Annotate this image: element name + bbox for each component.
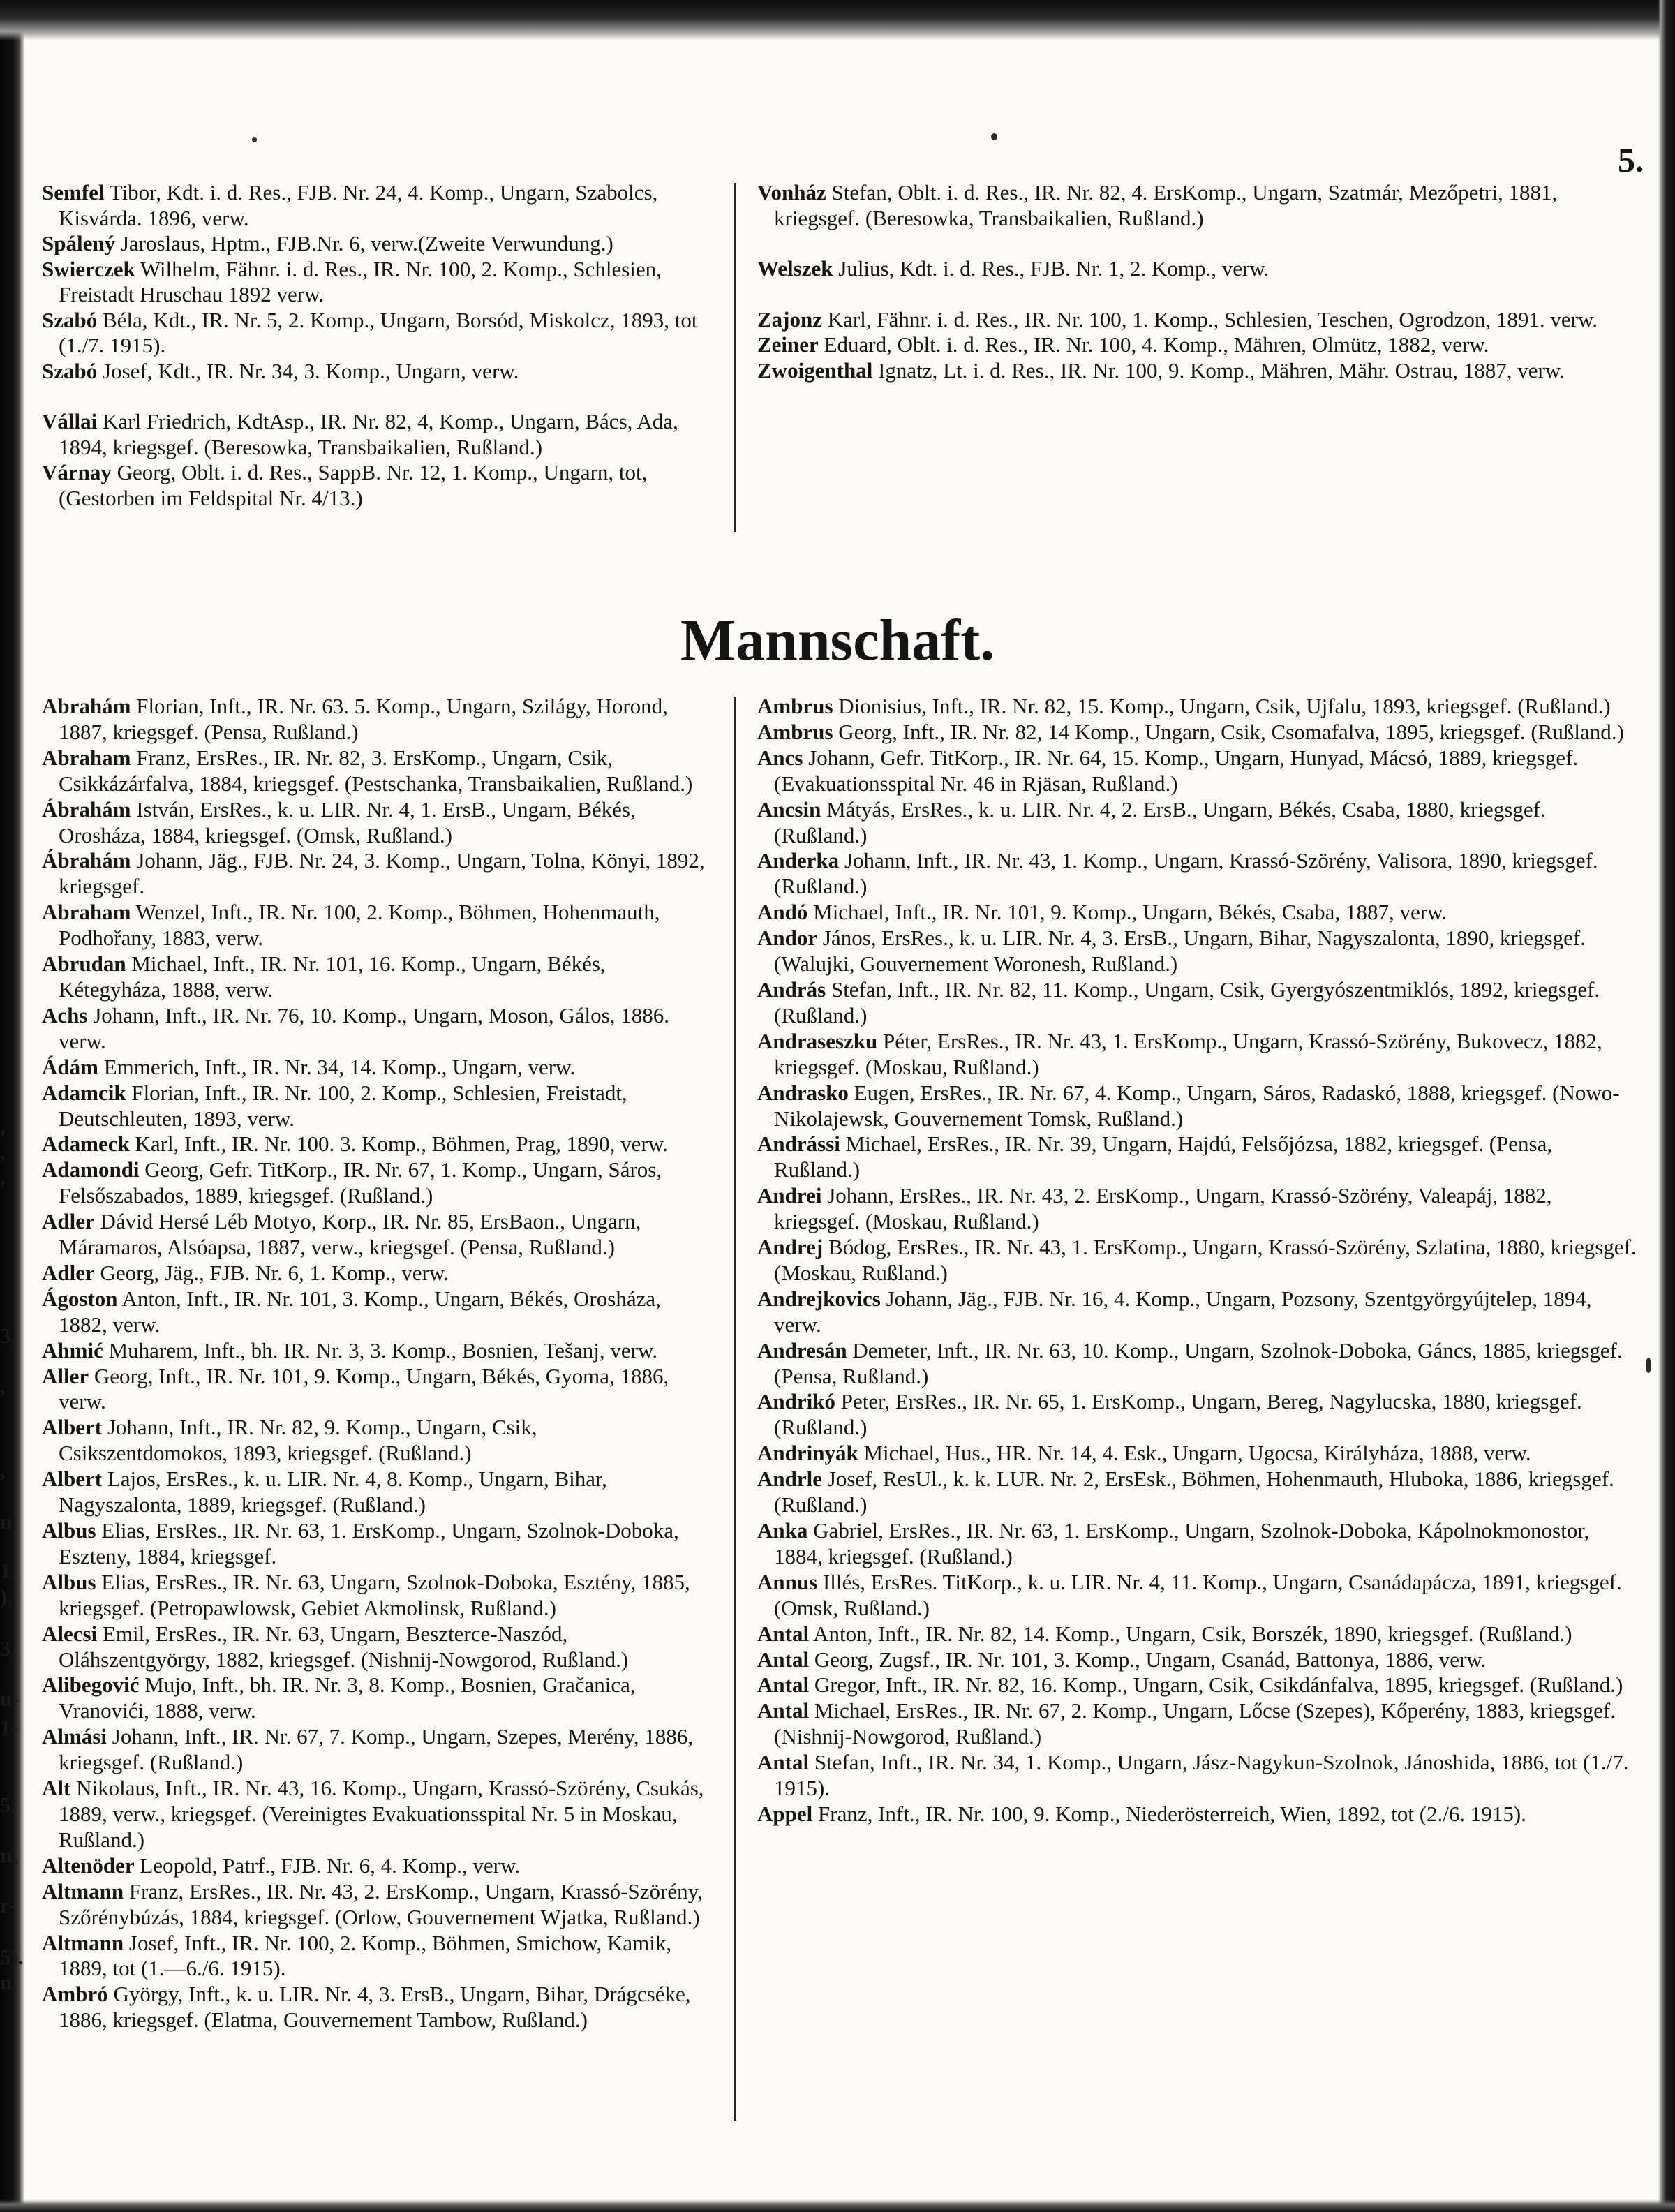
entry-details: Eugen, ErsRes., IR. Nr. 67, 4. Komp., Ungarn, Sáros, Radaskó, 1888, kriegsgef. (Nowo-Nikolajewsk, Gouvernement Tomsk, Rußland.)	[774, 1080, 1620, 1131]
surname: Adamcik	[42, 1080, 126, 1105]
roster-entry	[42, 1003, 710, 1055]
crew-column-left	[42, 694, 710, 2033]
roster-entry	[757, 180, 1642, 231]
roster-entry	[42, 409, 710, 460]
roster-entry	[42, 1157, 710, 1209]
surname: Andó	[757, 900, 808, 925]
roster-entry	[757, 926, 1642, 977]
margin-fragment: r-	[0, 1893, 16, 1917]
roster-entry	[757, 1441, 1642, 1467]
entry-details: Stefan, Oblt. i. d. Res., IR. Nr. 82, 4. ErsKomp., Ungarn, Szatmár, Mezőpetri, 1881, kriegsgef. (Beresowka, Transbaikalien, Rußland.)	[774, 180, 1558, 230]
officers-column-right	[757, 180, 1642, 383]
roster-entry	[42, 1261, 710, 1286]
surname: Vonház	[757, 180, 826, 205]
roster-entry	[42, 951, 710, 1003]
roster-entry	[757, 694, 1642, 720]
entry-details: Franz, Inft., IR. Nr. 100, 9. Komp., Niederösterreich, Wien, 1892, tot (2./6. 1915).	[812, 1801, 1526, 1826]
surname: Alt	[42, 1776, 71, 1801]
roster-entry	[42, 1982, 710, 2033]
entry-details: Dionisius, Inft., IR. Nr. 82, 15. Komp., Ungarn, Csik, Ujfalu, 1893, kriegsgef. (Rußland.)	[833, 694, 1611, 718]
surname: Várnay	[42, 460, 112, 484]
entry-details: Jaroslaus, Hptm., FJB.Nr. 6, verw.(Zweite Verwundung.)	[115, 231, 613, 255]
entry-details: Florian, Inft., IR. Nr. 63. 5. Komp., Ungarn, Szilágy, Horond, 1887, kriegsgef. (Pensa, Rußland.)	[59, 694, 668, 744]
entry-details: Georg, Oblt. i. d. Res., SappB. Nr. 12, 1. Komp., Ungarn, tot, (Gestorben im Feldspital Nr. 4/13.)	[59, 460, 648, 510]
roster-entry	[42, 1879, 710, 1931]
roster-entry	[42, 1621, 710, 1673]
margin-fragment: n	[0, 1509, 13, 1534]
roster-entry	[757, 797, 1642, 849]
surname: Ambró	[42, 1982, 108, 2007]
roster-entry	[757, 1467, 1642, 1518]
roster-entry	[757, 1802, 1642, 1827]
entry-details: Gabriel, ErsRes., IR. Nr. 63, 1. ErsKomp., Ungarn, Szolnok-Doboka, Kápolnokmonostor, 1884, kriegsgef. (Rußland.)	[774, 1518, 1590, 1568]
entry-details: Ignatz, Lt. i. d. Res., IR. Nr. 100, 9. Komp., Mähren, Mähr. Ostrau, 1887, verw.	[872, 357, 1565, 383]
entry-details: György, Inft., k. u. LIR. Nr. 4, 3. ErsB., Ungarn, Bihar, Drágcséke, 1886, kriegsgef. (Elatma, Gouvernement Tambow, Rußland.)	[59, 1982, 691, 2033]
roster-entry	[757, 307, 1642, 333]
roster-entry	[757, 1029, 1642, 1081]
surname: Appel	[757, 1801, 813, 1826]
entry-details: Josef, Kdt., IR. Nr. 34, 3. Komp., Ungarn, verw.	[97, 358, 519, 383]
surname: Andrei	[757, 1183, 822, 1208]
ink-speck	[1646, 1358, 1651, 1373]
margin-fragment: 3,	[0, 1636, 17, 1661]
surname: Altmann	[42, 1878, 124, 1903]
surname: Andrinyák	[757, 1441, 858, 1466]
surname: Abrudan	[42, 951, 126, 977]
entry-details: Florian, Inft., IR. Nr. 100, 2. Komp., Schlesien, Freistadt, Deutschleuten, 1893, verw.	[59, 1080, 627, 1131]
entry-details: Michael, ErsRes., IR. Nr. 67, 2. Komp., Ungarn, Lőcse (Szepes), Kőperény, 1883, kriegsgef. (Nishnij-Nowgorod, Rußland.)	[774, 1698, 1616, 1749]
entry-details: Muharem, Inft., bh. IR. Nr. 3, 3. Komp., Bosnien, Tešanj, verw.	[103, 1337, 658, 1363]
margin-fragment: ,	[0, 1139, 6, 1164]
entry-details: Eduard, Oblt. i. d. Res., IR. Nr. 100, 4. Komp., Mähren, Olmütz, 1882, verw.	[818, 332, 1489, 357]
roster-entry	[42, 694, 710, 745]
roster-entry	[757, 256, 1642, 282]
surname: Ábrahám	[42, 848, 131, 873]
surname: Antal	[757, 1672, 810, 1698]
surname: Szabó	[42, 358, 98, 383]
ink-speck	[252, 137, 257, 142]
surname: Altenöder	[42, 1853, 135, 1878]
surname: Szabó	[42, 307, 98, 332]
surname: Ádám	[42, 1054, 98, 1079]
roster-entry	[757, 1286, 1642, 1338]
roster-entry	[757, 1518, 1642, 1570]
surname: Andrej	[757, 1235, 824, 1260]
surname: Adameck	[42, 1131, 130, 1157]
surname: Aller	[42, 1363, 89, 1388]
roster-entry	[42, 848, 710, 900]
roster-entry	[757, 358, 1642, 384]
entry-details: Franz, ErsRes., IR. Nr. 43, 2. ErsKomp., Ungarn, Krassó-Szörény, Szőrénybúzás, 1884, kriegsgef. (Orlow, Gouvernement Wjatka, Rußland.)	[59, 1878, 703, 1929]
roster-entry	[42, 257, 710, 308]
crew-column-right	[757, 694, 1642, 1827]
roster-entry	[757, 1338, 1642, 1390]
entry-details: Johann, Inft., IR. Nr. 82, 9. Komp., Ungarn, Csik, Csikszentdomokos, 1893, kriegsgef. (Rußland.)	[59, 1415, 537, 1466]
page-edge-shadow-right	[1658, 0, 1675, 2212]
entry-details: István, ErsRes., k. u. LIR. Nr. 4, 1. ErsB., Ungarn, Békés, Orosháza, 1884, kriegsgef. (Omsk, Rußland.)	[59, 796, 636, 847]
margin-fragment: n,	[0, 1970, 17, 1994]
roster-entry	[42, 1776, 710, 1853]
entry-details: Emmerich, Inft., IR. Nr. 34, 14. Komp., Ungarn, verw.	[98, 1054, 576, 1079]
roster-entry	[42, 1570, 710, 1621]
margin-fragment: 3,	[0, 1323, 17, 1348]
margin-fragment: u-	[0, 1686, 20, 1711]
roster-entry	[757, 1672, 1642, 1698]
roster-entry	[42, 1131, 710, 1157]
surname: Ambrus	[757, 719, 833, 744]
entry-details: Anton, Inft., IR. Nr. 82, 14. Komp., Ungarn, Csik, Borszék, 1890, kriegsgef. (Rußland.)	[809, 1621, 1572, 1646]
roster-entry	[42, 797, 710, 849]
surname: Abrahám	[42, 694, 131, 718]
entry-details: Georg, Zugsf., IR. Nr. 101, 3. Komp., Ungarn, Csanád, Battonya, 1886, verw.	[809, 1647, 1487, 1672]
entry-details: Karl, Inft., IR. Nr. 100. 3. Komp., Böhmen, Prag, 1890, verw.	[129, 1131, 668, 1157]
surname: Andrasko	[757, 1080, 849, 1105]
page-number: 5.	[1618, 140, 1644, 179]
roster-entry	[757, 1698, 1642, 1750]
entry-details: Stefan, Inft., IR. Nr. 82, 11. Komp., Ungarn, Csik, Gyergyószentmiklós, 1892, kriegsgef. (Rußland.)	[774, 977, 1600, 1027]
roster-entry	[757, 1750, 1642, 1802]
surname: Antal	[757, 1621, 810, 1646]
margin-fragment: ,	[0, 1374, 6, 1398]
page-edge-shadow-bottom	[0, 2199, 1675, 2212]
page-edge-shadow-left	[0, 0, 24, 2212]
margin-fragment: ,	[0, 1457, 6, 1482]
entry-details: Georg, Inft., IR. Nr. 82, 14 Komp., Ungarn, Csik, Csomafalva, 1895, kriegsgef. (Rußland.)	[833, 719, 1624, 744]
surname: Albert	[42, 1467, 103, 1492]
roster-entry	[42, 1364, 710, 1416]
surname: Andrássi	[757, 1131, 840, 1157]
entry-details: Michael, Inft., IR. Nr. 101, 9. Komp., Ungarn, Békés, Csaba, 1887, verw.	[807, 900, 1447, 925]
surname: Spálený	[42, 231, 116, 255]
column-divider-top	[734, 183, 736, 532]
entry-details: Demeter, Inft., IR. Nr. 63, 10. Komp., Ungarn, Szolnok-Doboka, Gáncs, 1885, kriegsgef. (Pensa, Rußland.)	[774, 1337, 1623, 1388]
surname: András	[757, 977, 826, 1002]
entry-details: Georg, Inft., IR. Nr. 101, 9. Komp., Ungarn, Békés, Gyoma, 1886, verw.	[59, 1363, 669, 1414]
surname: Zeiner	[757, 332, 819, 357]
entry-details: Lajos, ErsRes., k. u. LIR. Nr. 4, 8. Komp., Ungarn, Bihar, Nagyszalonta, 1889, kriegsgef. (Rußland.)	[59, 1467, 607, 1517]
surname: Andraseszku	[757, 1028, 878, 1053]
surname: Swierczek	[42, 256, 135, 281]
surname: Adler	[42, 1209, 95, 1234]
surname: Ambrus	[757, 694, 833, 718]
entry-details: Nikolaus, Inft., IR. Nr. 43, 16. Komp., Ungarn, Krassó-Szörény, Csukás, 1889, verw., kriegsgef. (Vereinigtes Evakuationsspital Nr. 5 in Moskau, Rußland.)	[59, 1776, 704, 1852]
surname: Andrejkovics	[757, 1286, 881, 1311]
roster-entry	[42, 1672, 710, 1724]
roster-entry	[42, 308, 710, 359]
entry-details: Karl Friedrich, KdtAsp., IR. Nr. 82, 4, Komp., Ungarn, Bács, Ada, 1894, kriegsgef. (Beresowka, Transbaikalien, Rußland.)	[59, 409, 678, 459]
entry-details: Tibor, Kdt. i. d. Res., FJB. Nr. 24, 4. Komp., Ungarn, Szabolcs, Kisvárda. 1896, verw.	[59, 180, 658, 230]
roster-entry	[757, 720, 1642, 745]
surname: Ancs	[757, 745, 803, 770]
entry-details: Johann, Jäg., FJB. Nr. 24, 3. Komp., Ungarn, Tolna, Könyi, 1892, kriegsgef.	[59, 848, 705, 899]
entry-details: Julius, Kdt. i. d. Res., FJB. Nr. 1, 2. Komp., verw.	[833, 256, 1270, 281]
surname: Vállai	[42, 409, 98, 433]
surname: Welszek	[757, 256, 833, 281]
margin-fragment: ır,	[0, 1843, 20, 1867]
entry-details: Wilhelm, Fähnr. i. d. Res., IR. Nr. 100, 2. Komp., Schlesien, Freistadt Hruschau 1892 verw.	[59, 256, 662, 306]
entry-details: Elias, ErsRes., IR. Nr. 63, 1. ErsKomp., Ungarn, Szolnok-Doboka, Eszteny, 1884, kriegsgef.	[59, 1518, 679, 1568]
roster-entry	[42, 1724, 710, 1776]
surname: Albus	[42, 1518, 96, 1543]
surname: Andor	[757, 926, 818, 951]
surname: Adler	[42, 1260, 95, 1285]
surname: Antal	[757, 1698, 810, 1723]
margin-fragment: 5).	[0, 1945, 24, 1969]
entry-details: Franz, ErsRes., IR. Nr. 82, 3. ErsKomp., Ungarn, Csik, Csikkázárfalva, 1884, kriegsgef. (Pestschanka, Transbaikalien, Rußland.)	[59, 745, 693, 796]
entry-details: Georg, Jäg., FJB. Nr. 6, 1. Komp., verw.	[94, 1260, 449, 1285]
roster-entry	[42, 745, 710, 797]
surname: Andresán	[757, 1337, 847, 1363]
entry-details: Péter, ErsRes., IR. Nr. 43, 1. ErsKomp., Ungarn, Krassó-Szörény, Bukovecz, 1882, kriegsgef. (Moskau, Rußland.)	[774, 1028, 1602, 1079]
entry-details: Johann, Jäg., FJB. Nr. 16, 4. Komp., Ungarn, Pozsony, Szentgyörgyújtelep, 1894, verw.	[774, 1286, 1592, 1337]
margin-fragment: 5.	[0, 1792, 17, 1817]
entry-details: Johann, Inft., IR. Nr. 43, 1. Komp., Ungarn, Krassó-Szörény, Valisora, 1890, kriegsgef. (Rußland.)	[774, 848, 1598, 899]
surname: Anka	[757, 1518, 808, 1543]
entry-details: Stefan, Inft., IR. Nr. 34, 1. Komp., Ungarn, Jász-Nagykun-Szolnok, Jánoshida, 1886, tot (1./7. 1915).	[774, 1750, 1629, 1801]
entry-details: Anton, Inft., IR. Nr. 101, 3. Komp., Ungarn, Békés, Orosháza, 1882, verw.	[59, 1286, 661, 1337]
surname: Anderka	[757, 848, 840, 873]
entry-details: Mujo, Inft., bh. IR. Nr. 3, 8. Komp., Bosnien, Gračanica, Vranovići, 1888, verw.	[59, 1672, 636, 1723]
entry-details: Illés, ErsRes. TitKorp., k. u. LIR. Nr. 4, 11. Komp., Ungarn, Csanádapácza, 1891, kriegsgef. (Omsk, Rußland.)	[774, 1569, 1622, 1620]
surname: Annus	[757, 1569, 818, 1594]
margin-fragment: 1-	[0, 1716, 18, 1740]
entry-details: Mátyás, ErsRes., k. u. LIR. Nr. 4, 2. ErsB., Ungarn, Békés, Csaba, 1880, kriegsgef. (Rußland.)	[774, 796, 1546, 847]
entry-details: Peter, ErsRes., IR. Nr. 65, 1. ErsKomp., Ungarn, Bereg, Nagylucska, 1880, kriegsgef. (Rußland.)	[774, 1389, 1582, 1440]
margin-fragment: ,	[0, 1114, 6, 1138]
surname: Abraham	[42, 900, 131, 925]
entry-details: Michael, Inft., IR. Nr. 101, 16. Komp., Ungarn, Békés, Kétegyháza, 1888, verw.	[59, 951, 606, 1002]
surname: Andrikó	[757, 1389, 835, 1414]
surname: Adamondi	[42, 1157, 140, 1182]
margin-fragment: ),	[0, 1584, 13, 1609]
roster-entry	[42, 460, 710, 511]
entry-details: Wenzel, Inft., IR. Nr. 100, 2. Komp., Böhmen, Hohenmauth, Podhořany, 1883, verw.	[59, 900, 660, 951]
roster-entry	[757, 1183, 1642, 1235]
roster-entry	[757, 977, 1642, 1029]
entry-details: Michael, Hus., HR. Nr. 14, 4. Esk., Ungarn, Ugocsa, Királyháza, 1888, verw.	[858, 1441, 1531, 1466]
roster-entry	[757, 848, 1642, 900]
roster-entry	[42, 180, 710, 231]
roster-entry	[42, 1286, 710, 1338]
entry-details: Johann, Gefr. TitKorp., IR. Nr. 64, 15. Komp., Ungarn, Hunyad, Mácsó, 1889, kriegsgef. (Evakuationsspital Nr. 46 in Rjäsan, Rußland.)	[774, 745, 1579, 796]
surname: Ancsin	[757, 796, 821, 822]
entry-details: Johann, Inft., IR. Nr. 76, 10. Komp., Ungarn, Moson, Gálos, 1886. verw.	[59, 1002, 669, 1053]
roster-entry	[757, 1647, 1642, 1673]
entry-details: Michael, ErsRes., IR. Nr. 39, Ungarn, Hajdú, Felsőjózsa, 1882, kriegsgef. (Pensa, Rußland.)	[774, 1131, 1553, 1182]
roster-entry	[42, 1055, 710, 1081]
surname: Achs	[42, 1002, 88, 1027]
surname: Semfel	[42, 180, 105, 205]
margin-fragment: 1,	[0, 1558, 17, 1582]
roster-entry	[757, 1131, 1642, 1183]
surname: Abraham	[42, 745, 131, 770]
roster-entry	[42, 1518, 710, 1570]
surname: Albus	[42, 1569, 96, 1594]
surname: Ahmić	[42, 1337, 103, 1363]
roster-entry	[42, 900, 710, 951]
roster-entry	[42, 1931, 710, 1982]
entry-details: Elias, ErsRes., IR. Nr. 63, Ungarn, Szolnok-Doboka, Esztény, 1885, kriegsgef. (Petropawlowsk, Gebiet Akmolinsk, Rußland.)	[59, 1569, 690, 1620]
entry-details: Johann, ErsRes., IR. Nr. 43, 2. ErsKomp., Ungarn, Krassó-Szörény, Valeapáj, 1882, kriegsgef. (Moskau, Rußland.)	[774, 1183, 1552, 1234]
roster-entry	[42, 1081, 710, 1132]
roster-entry	[42, 1209, 710, 1261]
surname: Andrle	[757, 1467, 822, 1492]
entry-details: Dávid Hersé Léb Motyo, Korp., IR. Nr. 85, ErsBaon., Ungarn, Máramaros, Alsóapsa, 1887, verw., kriegsgef. (Pensa, Rußland.)	[59, 1209, 641, 1260]
entry-details: Karl, Fähnr. i. d. Res., IR. Nr. 100, 1. Komp., Schlesien, Teschen, Ogrodzon, 1891. verw.	[822, 306, 1598, 332]
roster-entry	[42, 1415, 710, 1467]
surname: Alecsi	[42, 1621, 98, 1646]
roster-entry	[757, 1235, 1642, 1286]
roster-entry	[42, 1853, 710, 1879]
page-edge-shadow-top	[0, 0, 1675, 40]
roster-entry	[42, 1467, 710, 1518]
surname: Almási	[42, 1724, 107, 1749]
roster-entry	[757, 1081, 1642, 1132]
section-heading: Mannschaft.	[680, 608, 995, 673]
surname: Albert	[42, 1415, 103, 1440]
ink-speck	[991, 133, 997, 140]
roster-entry	[757, 900, 1642, 926]
margin-fragment: ,	[0, 1164, 6, 1189]
entry-details: Bódog, ErsRes., IR. Nr. 43, 1. ErsKomp., Ungarn, Krassó-Szörény, Szlatina, 1880, kriegsgef. (Moskau, Rußland.)	[774, 1235, 1637, 1285]
roster-entry	[757, 1570, 1642, 1621]
officers-column-left	[42, 180, 710, 511]
roster-entry	[42, 1338, 710, 1364]
column-divider-bottom	[734, 697, 736, 2121]
surname: Ágoston	[42, 1286, 118, 1311]
roster-entry	[757, 745, 1642, 797]
surname: Alibegović	[42, 1672, 140, 1698]
entry-details: Emil, ErsRes., IR. Nr. 63, Ungarn, Beszterce-Naszód, Oláhszentgyörgy, 1882, kriegsgef. (Nishnij-Nowgorod, Rußland.)	[59, 1621, 629, 1672]
surname: Altmann	[42, 1930, 124, 1955]
entry-details: Josef, ResUl., k. k. LUR. Nr. 2, ErsEsk., Böhmen, Hohenmauth, Hluboka, 1886, kriegsgef. (Rußland.)	[774, 1467, 1614, 1517]
entry-details: Georg, Gefr. TitKorp., IR. Nr. 67, 1. Komp., Ungarn, Sáros, Felsőszabados, 1889, kriegsgef. (Rußland.)	[59, 1157, 662, 1208]
roster-entry	[757, 332, 1642, 358]
entry-details: Johann, Inft., IR. Nr. 67, 7. Komp., Ungarn, Szepes, Merény, 1886, kriegsgef. (Rußland.)	[59, 1724, 694, 1775]
entry-details: Béla, Kdt., IR. Nr. 5, 2. Komp., Ungarn, Borsód, Miskolcz, 1893, tot (1./7. 1915).	[59, 307, 698, 357]
entry-details: János, ErsRes., k. u. LIR. Nr. 4, 3. ErsB., Ungarn, Bihar, Nagyszalonta, 1890, kriegsgef. (Walujki, Gouvernement Woronesh, Rußland.)	[774, 926, 1586, 977]
roster-entry	[42, 231, 710, 257]
surname: Antal	[757, 1647, 810, 1672]
surname: Zajonz	[757, 306, 822, 332]
roster-entry	[42, 359, 710, 385]
entry-details: Josef, Inft., IR. Nr. 100, 2. Komp., Böhmen, Smichow, Kamik, 1889, tot (1.—6./6. 1915).	[59, 1930, 672, 1981]
surname: Zwoigenthal	[757, 357, 873, 383]
surname: Ábrahám	[42, 796, 131, 822]
roster-entry	[757, 1621, 1642, 1647]
entry-details: Leopold, Patrf., FJB. Nr. 6, 4. Komp., verw.	[134, 1853, 521, 1878]
surname: Antal	[757, 1750, 810, 1775]
roster-entry	[757, 1389, 1642, 1441]
entry-details: Gregor, Inft., IR. Nr. 82, 16. Komp., Ungarn, Csik, Csikdánfalva, 1895, kriegsgef. (Rußland.)	[809, 1672, 1623, 1698]
